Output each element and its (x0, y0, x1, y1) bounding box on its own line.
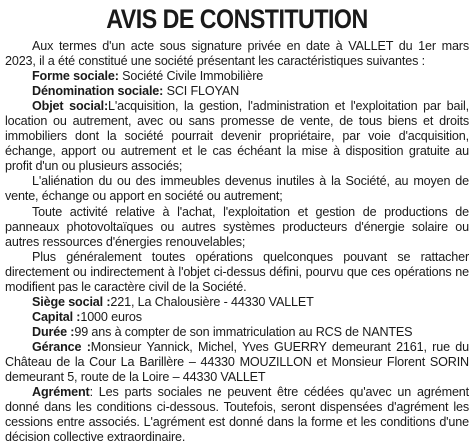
objet-label: Objet social: (32, 99, 108, 114)
capital-value: 1000 euros (80, 309, 142, 324)
forme-value: Société Civile Immobilière (118, 69, 264, 84)
objet-paragraph-4: Plus généralement toutes opérations quelconques pouvant se rattacher directement ou indirectement à l'objet ci-dessus défini, pourvu que ces opérations ne modifient pas le caractère civil de la Société. (5, 249, 469, 294)
duree-label: Durée : (32, 324, 75, 339)
siege-value: 221, La Chalousière - 44330 VALLET (110, 294, 314, 309)
notice-body (5, 39, 469, 445)
capital-label: Capital : (32, 309, 81, 324)
objet-paragraph-2: L'aliénation du ou des immeubles devenus inutiles à la Société, au moyen de vente, échange ou apport en société ou autrement; (5, 174, 469, 204)
gerance-label: Gérance : (32, 339, 91, 354)
duree (5, 325, 469, 340)
objet-paragraph-3: Toute activité relative à l'achat, l'exploitation et gestion de productions de panneaux photovoltaïques ou autres systèmes producteurs d'énergie solaire ou autres ressources d'énergies renouvelables; (5, 204, 469, 249)
denomination-value: SCI FLOYAN (163, 84, 240, 99)
gerance (5, 340, 469, 385)
gerance-value: Monsieur Yannick, Michel, Yves GUERRY demeurant 2161, rue du Château de la Cour La Barillère – 44330 MOUZILLON et Monsieur Florent SORIN demeurant 5, route de la Loire – 44330 VALLET (5, 339, 469, 385)
denomination-sociale (5, 84, 469, 99)
forme-sociale (5, 69, 469, 84)
forme-label: Forme sociale: (32, 69, 119, 84)
agrement-label: Agrément (32, 385, 90, 400)
siege-label: Siège social : (32, 294, 111, 309)
denomination-label: Dénomination sociale: (32, 84, 164, 99)
siege-social (5, 295, 469, 310)
objet-value: L'acquisition, la gestion, l'administration et l'exploitation par bail, location ou autrement, avec ou sans promesse de vente, de tous biens et droits immobiliers dont la société pourrait devenir propriétaire, par voie d'acquisition, échange, apport ou autrement et le cas échéant la mise à disposition gratuite au profit d'un ou plusieurs associés; (5, 99, 469, 174)
agrement (5, 385, 469, 445)
duree-value: 99 ans à compter de son immatriculation au RCS de NANTES (74, 324, 413, 339)
agrement-value: : Les parts sociales ne peuvent être cédées qu'avec un agrément donné dans les conditions ci-dessous. Toutefois, seront dispensées d'agrément les cessions entre associés. L'agrément est donné dans la forme et les conditions d'une décision collective extraordinaire. (5, 385, 469, 445)
notice-title: AVIS DE CONSTITUTION (106, 4, 368, 34)
intro-paragraph: Aux termes d'un acte sous signature privée en date à VALLET du 1er mars 2023, il a été constitué une société présentant les caractéristiques suivantes : (5, 39, 469, 69)
capital (5, 310, 469, 325)
objet-social (5, 99, 469, 174)
